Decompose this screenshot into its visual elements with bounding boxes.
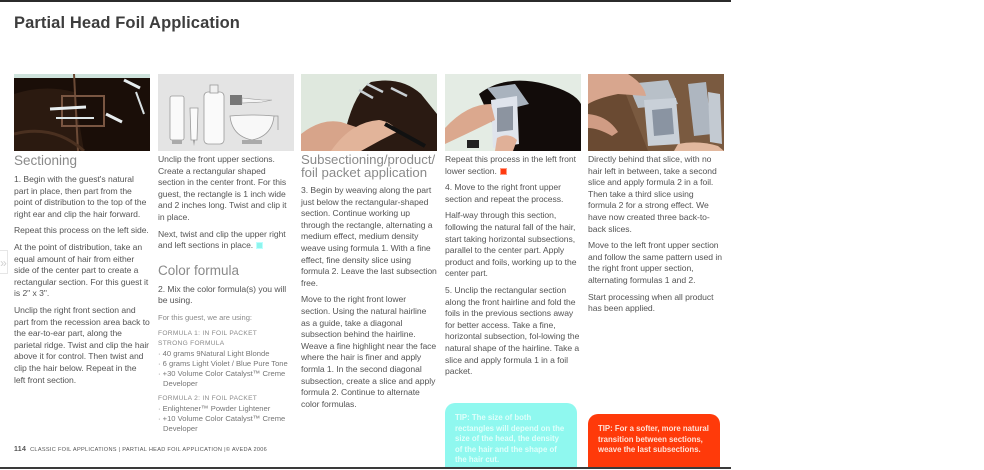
tip-box-rectangle-size: TIP: The size of both rectangles will depend on the size of the head, the density of the hair and the shape of the hair cut. xyxy=(445,403,577,467)
paragraph: At the point of distribution, take an equal amount of hair from either side of the center part to create a rectangular section. For this guest it is 2" x 3". xyxy=(14,241,149,299)
top-rule xyxy=(0,0,731,2)
paragraph: Directly behind that slice, with no hair left in between, take a second slice and apply formula 2 in a foil. Then take a third slice using formula 2 for a strong effect. We have now created three back-to-back slices. xyxy=(588,154,717,234)
section-end-marker-icon xyxy=(256,242,263,249)
formula-2-list xyxy=(158,404,294,434)
guest-note: For this guest, we are using: xyxy=(158,312,252,322)
ingredient: · +10 Volume Color Catalyst™ Creme Developer xyxy=(158,414,294,434)
paragraph: 1. Begin with the guest's natural part in place, then part from the point of distribution to the top of the right ear and clip the hair forward. xyxy=(14,174,147,219)
paragraph: 3. Begin by weaving along the part just below the rectangular-shaped section. Continue working up through the rectangle, alternating a medium effect, medium density weave using formula 1. With a fine effect, fine density slice using formula 2. Leave the last subsection free. xyxy=(301,185,437,288)
column-step-4-5 xyxy=(445,74,581,383)
paragraph: Move to the left front upper section and follow the same pattern used in the right front upper section, alternating formulas 1 and 2. xyxy=(588,240,722,285)
column-subsectioning xyxy=(301,74,437,415)
back-to-back-foils-photo xyxy=(588,74,724,151)
section-heading-subsectioning: Subsectioning/product/ foil packet application xyxy=(301,152,436,180)
paragraph: Half-way through this section, following the natural fall of the hair, start taking horizontal subsections, parallel to the center part. Apply product and foils, working up to the center part. xyxy=(445,210,577,279)
paragraph: Move to the right front lower section. Using the natural hairline as a guide, take a diagonal subsection behind the hairline. Weave a fine highlight near the face where the hair is finer and apply formla 1. In the second diagonal subsection, create a slice and apply formula 2. Continue to alternate color formulas. xyxy=(301,294,437,409)
paragraph: Repeat this process on the left side. xyxy=(14,225,149,236)
paragraph-text: Next, twist and clip the upper right and left sections in place. xyxy=(158,228,286,251)
paragraph-text: Repeat this process in the left front lower section. xyxy=(445,154,576,176)
ingredient: · 6 grams Light Violet / Blue Pure Tone xyxy=(158,359,294,369)
paragraph: Unclip the front upper sections. Create a rectangular shaped section in the center front. For this guest, the rectangle is 1 inch wide and 2 inches long. Twist and clip it in place. xyxy=(158,154,287,222)
page-footer xyxy=(14,446,267,453)
formula-1-sublabel: STRONG FORMULA xyxy=(158,339,225,347)
paragraph: 4. Move to the right front upper section and repeat the process. xyxy=(445,182,564,204)
page-title: Partial Head Foil Application xyxy=(14,14,240,32)
ingredient: · Enlightener™ Powder Lightener xyxy=(158,404,294,414)
paragraph xyxy=(445,154,581,177)
column-sectioning xyxy=(14,74,150,391)
paragraph xyxy=(158,229,294,252)
paragraph: Unclip the right front section and part from the recession area back to the ear-to-ear part, along the parietal ridge. Twist and clip the hair above it for control. Then twist and clip the hair below. Repeat in the left front section. xyxy=(14,304,150,385)
next-page-arrow-icon[interactable]: » xyxy=(0,250,8,274)
formula-1-label: FORMULA 1: IN FOIL PACKET xyxy=(158,329,258,337)
section-heading-sectioning: Sectioning xyxy=(14,153,78,168)
tip-box-softer-transition: TIP: For a softer, more natural transition between sections, weave the last subsections. xyxy=(588,414,720,467)
step-text: 2. Mix the color formula(s) you will be using. xyxy=(158,283,287,306)
weaving-with-comb-photo xyxy=(301,74,437,151)
ingredient: · +30 Volume Color Catalyst™ Creme Developer xyxy=(158,369,294,389)
section-heading-color-formula: Color formula xyxy=(158,262,240,278)
column-color-formula xyxy=(158,74,294,439)
applying-foil-packet-photo xyxy=(445,74,581,151)
page-number: 114 xyxy=(14,446,27,453)
formula-2-label: FORMULA 2: IN FOIL PACKET xyxy=(158,394,258,402)
paragraph: Start processing when all product has been applied. xyxy=(588,291,714,314)
paragraph: 5. Unclip the rectangular section along the front hairline and fold the foils in the previous sections away for better access. Take a fine, horizontal subsection, fol-lowing the natural shape of the hairline. Take a slice and apply formula 1 in a foil packet. xyxy=(445,284,580,377)
footer-text: CLASSIC FOIL APPLICATIONS | PARTIAL HEAD FOIL APPLICATION |© AVEDA 2006 xyxy=(30,447,268,453)
hair-parting-with-clips-photo xyxy=(14,74,150,151)
column-step-continued xyxy=(588,74,724,320)
color-products-illustration xyxy=(158,74,294,151)
formula-1-list xyxy=(158,349,294,389)
bottom-rule xyxy=(0,467,731,469)
section-end-marker-icon xyxy=(500,168,507,175)
ingredient: · 40 grams 9Natural Light Blonde xyxy=(158,349,294,359)
